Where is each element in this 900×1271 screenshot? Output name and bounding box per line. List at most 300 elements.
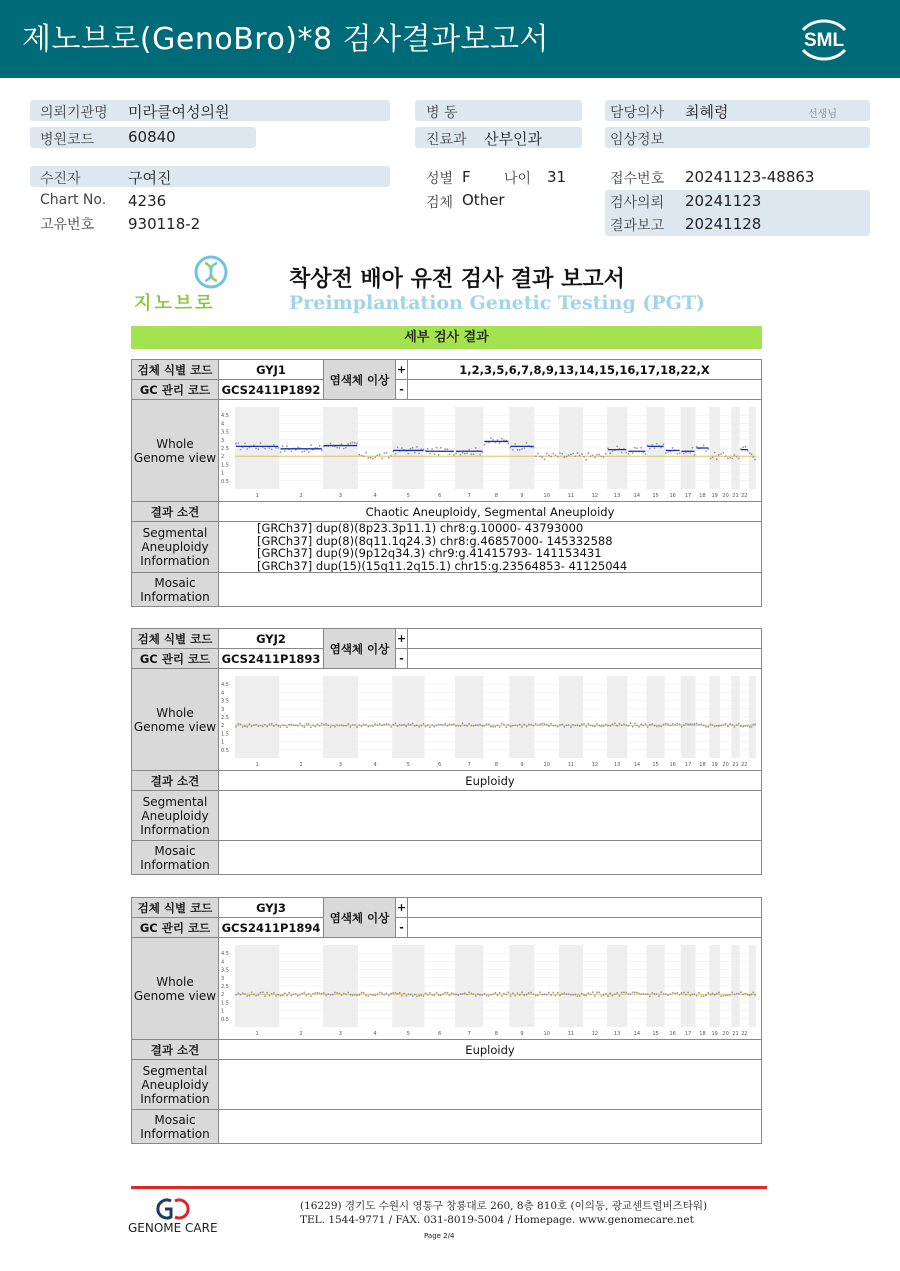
copy-number-point <box>722 724 724 726</box>
copy-number-point <box>654 447 656 449</box>
copy-number-point <box>418 994 420 996</box>
copy-number-point <box>468 722 470 724</box>
copy-number-point <box>689 451 691 453</box>
copy-number-point <box>372 725 374 727</box>
copy-number-point <box>587 452 589 454</box>
copy-number-point <box>720 724 722 726</box>
copy-number-point <box>347 443 349 445</box>
copy-number-point <box>555 724 557 726</box>
x-tick-label: 8 <box>494 1030 498 1037</box>
copy-number-point <box>669 993 671 995</box>
x-tick-label: 11 <box>567 761 575 768</box>
copy-number-point <box>249 723 251 725</box>
copy-number-point <box>501 437 503 439</box>
dept-label: 진료과 <box>426 132 467 148</box>
copy-number-point <box>749 726 751 728</box>
y-tick-label: 4.5 <box>221 412 229 419</box>
copy-number-point <box>665 452 667 454</box>
copy-number-point <box>552 452 554 454</box>
copy-number-point <box>528 723 530 725</box>
copy-number-point <box>501 995 503 997</box>
copy-number-point <box>552 724 554 726</box>
copy-number-point <box>519 994 521 996</box>
copy-number-point <box>720 453 722 455</box>
chromosome-band <box>646 945 664 1027</box>
copy-number-point <box>323 723 325 725</box>
copy-number-point <box>683 991 685 993</box>
copy-number-point <box>299 722 301 724</box>
copy-number-point <box>663 443 665 445</box>
whole-genome-view-label: Whole Genome view <box>132 938 219 1040</box>
copy-number-point <box>338 446 340 448</box>
copy-number-point <box>736 724 738 726</box>
copy-number-point <box>521 448 523 450</box>
gc-code-value: GCS2411P1893 <box>219 649 324 669</box>
x-tick-label: 20 <box>722 761 729 768</box>
copy-number-point <box>636 991 638 993</box>
copy-number-point <box>514 443 516 445</box>
plus-sign: + <box>396 898 408 918</box>
copy-number-point <box>658 725 660 727</box>
chromosome-band <box>749 676 756 758</box>
copy-number-point <box>612 723 614 725</box>
copy-number-point <box>383 452 385 454</box>
copy-number-point <box>718 991 720 993</box>
copy-number-point <box>590 993 592 995</box>
receipt-value: 20241123-48863 <box>685 168 815 186</box>
copy-number-point <box>583 722 585 724</box>
copy-number-point <box>698 991 700 993</box>
copy-number-point <box>703 724 705 726</box>
copy-number-point <box>679 993 681 995</box>
y-tick-label: 1 <box>221 1008 225 1015</box>
copy-number-point <box>490 993 492 995</box>
copy-number-point <box>572 452 574 454</box>
copy-number-point <box>603 725 605 727</box>
minus-sign: - <box>396 380 408 400</box>
copy-number-point <box>705 994 707 996</box>
x-tick-label: 17 <box>684 761 692 768</box>
copy-number-point <box>429 726 431 728</box>
request-value: 20241123 <box>685 192 762 210</box>
copy-number-point <box>412 722 414 724</box>
copy-number-point <box>555 994 557 996</box>
copy-number-point <box>377 724 379 726</box>
copy-number-point <box>621 451 623 453</box>
copy-number-point <box>679 723 681 725</box>
copy-number-point <box>288 723 290 725</box>
copy-number-point <box>596 991 598 993</box>
x-tick-label: 13 <box>613 492 621 499</box>
age-label: 나이 <box>504 171 532 187</box>
copy-number-point <box>397 725 399 727</box>
x-tick-label: 19 <box>711 761 718 768</box>
patient-name-value: 구여진 <box>128 169 172 187</box>
copy-number-point <box>747 993 749 995</box>
y-tick-label: 2.5 <box>221 714 229 721</box>
copy-number-point <box>720 995 722 997</box>
copy-number-point <box>625 724 627 726</box>
copy-number-point <box>275 723 277 725</box>
patient-name-row-bg <box>30 166 390 187</box>
copy-number-point <box>663 993 665 995</box>
copy-number-point <box>381 724 383 726</box>
copy-number-point <box>410 993 412 995</box>
copy-number-point <box>481 725 483 727</box>
copy-number-point <box>630 993 632 995</box>
copy-number-point <box>444 722 446 724</box>
copy-number-point <box>269 994 271 996</box>
copy-number-point <box>598 991 600 993</box>
copy-number-point <box>442 724 444 726</box>
y-tick-label: 1.5 <box>221 730 229 737</box>
whole-genome-view-label: Whole Genome view <box>132 400 219 502</box>
copy-number-point <box>590 455 592 457</box>
copy-number-point <box>638 992 640 994</box>
copy-number-point <box>651 444 653 446</box>
copy-number-point <box>343 447 345 449</box>
copy-number-point <box>235 725 237 727</box>
copy-number-point <box>636 724 638 726</box>
chromosome-band <box>607 945 628 1027</box>
copy-number-point <box>596 722 598 724</box>
copy-number-point <box>427 993 429 995</box>
copy-number-point <box>255 447 257 449</box>
copy-number-point <box>453 993 455 995</box>
copy-number-point <box>327 724 329 726</box>
copy-number-point <box>512 724 514 726</box>
copy-number-point <box>497 994 499 996</box>
copy-number-point <box>370 724 372 726</box>
plus-sign: + <box>396 629 408 649</box>
copy-number-point <box>594 995 596 997</box>
whole-genome-plot <box>219 670 762 770</box>
copy-number-point <box>438 994 440 996</box>
copy-number-point <box>479 453 481 455</box>
copy-number-point <box>577 724 579 726</box>
copy-number-point <box>598 724 600 726</box>
copy-number-point <box>321 449 323 451</box>
copy-number-point <box>623 991 625 993</box>
chromosome-band <box>392 676 424 758</box>
copy-number-point <box>587 992 589 994</box>
genobro-logo-icon <box>188 254 234 292</box>
copy-number-point <box>282 445 284 447</box>
copy-number-point <box>640 723 642 725</box>
copy-number-point <box>729 723 731 725</box>
copy-number-point <box>361 991 363 993</box>
copy-number-point <box>541 993 543 995</box>
copy-number-point <box>240 448 242 450</box>
mosaic-value <box>219 1110 762 1144</box>
copy-number-point <box>414 451 416 453</box>
copy-number-point <box>533 724 535 726</box>
copy-number-point <box>725 722 727 724</box>
copy-number-point <box>601 995 603 997</box>
copy-number-point <box>280 994 282 996</box>
chart-no-label: Chart No. <box>40 192 107 208</box>
copy-number-point <box>634 446 636 448</box>
copy-number-point <box>363 992 365 994</box>
copy-number-point <box>505 726 507 728</box>
copy-number-point <box>427 448 429 450</box>
doctor-suffix: 선생님 <box>808 109 837 120</box>
copy-number-point <box>354 441 356 443</box>
copy-number-point <box>740 991 742 993</box>
copy-number-point <box>277 993 279 995</box>
copy-number-point <box>343 724 345 726</box>
y-tick-label: 3.5 <box>221 429 229 436</box>
copy-number-point <box>628 452 630 454</box>
copy-number-point <box>634 991 636 993</box>
copy-number-point <box>660 991 662 993</box>
y-tick-label: 1.5 <box>221 461 229 468</box>
copy-number-point <box>316 991 318 993</box>
mosaic-label: Mosaic Information <box>132 1110 219 1144</box>
copy-number-point <box>605 452 607 454</box>
clinical-label: 임상정보 <box>610 132 665 148</box>
copy-number-point <box>386 992 388 994</box>
copy-number-point <box>691 993 693 995</box>
copy-number-point <box>440 994 442 996</box>
segmental-info <box>219 1060 762 1110</box>
copy-number-point <box>271 722 273 724</box>
chromosome-band <box>731 407 740 489</box>
copy-number-point <box>388 994 390 996</box>
copy-number-point <box>647 993 649 995</box>
copy-number-point <box>640 993 642 995</box>
y-tick-label: 3.5 <box>221 698 229 705</box>
copy-number-point <box>235 993 237 995</box>
copy-number-point <box>749 452 751 454</box>
copy-number-point <box>594 456 596 458</box>
copy-number-point <box>271 992 273 994</box>
x-tick-label: 7 <box>467 1030 471 1037</box>
copy-number-point <box>663 723 665 725</box>
copy-number-point <box>319 724 321 726</box>
mosaic-label: Mosaic Information <box>132 573 219 607</box>
copy-number-point <box>649 723 651 725</box>
y-tick-label: 2 <box>221 991 225 998</box>
copy-number-point <box>625 991 627 993</box>
copy-number-point <box>581 992 583 994</box>
copy-number-point <box>751 453 753 455</box>
y-tick-label: 1.5 <box>221 999 229 1006</box>
copy-number-point <box>429 991 431 993</box>
x-tick-label: 20 <box>722 1030 729 1037</box>
copy-number-point <box>507 442 509 444</box>
copy-number-point <box>745 725 747 727</box>
copy-number-point <box>264 723 266 725</box>
copy-number-point <box>338 724 340 726</box>
copy-number-point <box>457 724 459 726</box>
copy-number-point <box>383 723 385 725</box>
copy-number-point <box>440 446 442 448</box>
copy-number-point <box>514 724 516 726</box>
copy-number-point <box>310 444 312 446</box>
copy-number-point <box>260 442 262 444</box>
copy-number-point <box>327 993 329 995</box>
copy-number-point <box>381 992 383 994</box>
copy-number-point <box>438 453 440 455</box>
copy-number-point <box>727 725 729 727</box>
chromosome-band <box>235 945 279 1027</box>
copy-number-point <box>468 991 470 993</box>
copy-number-point <box>614 993 616 995</box>
x-tick-label: 4 <box>373 1030 377 1037</box>
gc-code-label: GC 관리 코드 <box>132 380 219 400</box>
copy-number-point <box>347 723 349 725</box>
copy-number-point <box>574 993 576 995</box>
copy-number-point <box>517 448 519 450</box>
chromosome-band <box>509 945 534 1027</box>
copy-number-point <box>249 994 251 996</box>
x-tick-label: 14 <box>633 761 641 768</box>
copy-number-point <box>325 722 327 724</box>
x-tick-label: 10 <box>543 1030 550 1037</box>
copy-number-point <box>301 992 303 994</box>
copy-number-point <box>618 722 620 724</box>
copy-number-point <box>295 993 297 995</box>
copy-number-point <box>636 447 638 449</box>
copy-number-point <box>546 723 548 725</box>
copy-number-point <box>544 458 546 460</box>
footer-address <box>300 1199 707 1227</box>
plus-sign: + <box>396 360 408 380</box>
copy-number-point <box>714 993 716 995</box>
copy-number-point <box>345 724 347 726</box>
copy-number-point <box>440 723 442 725</box>
copy-number-point <box>736 992 738 994</box>
copy-number-point <box>345 446 347 448</box>
x-tick-label: 22 <box>741 1030 748 1037</box>
copy-number-point <box>490 725 492 727</box>
copy-number-point <box>433 725 435 727</box>
x-tick-label: 21 <box>732 761 739 768</box>
copy-number-point <box>563 726 565 728</box>
copy-number-point <box>499 442 501 444</box>
copy-number-point <box>240 723 242 725</box>
copy-number-point <box>494 725 496 727</box>
copy-number-point <box>349 442 351 444</box>
copy-number-point <box>683 724 685 726</box>
copy-number-point <box>330 442 332 444</box>
copy-number-point <box>436 446 438 448</box>
copy-number-point <box>257 725 259 727</box>
copy-number-point <box>754 993 756 995</box>
copy-number-point <box>752 456 754 458</box>
copy-number-point <box>356 442 358 444</box>
copy-number-point <box>725 994 727 996</box>
copy-number-point <box>397 446 399 448</box>
copy-number-point <box>535 455 537 457</box>
copy-number-point <box>284 450 286 452</box>
copy-number-point <box>731 724 733 726</box>
copy-number-point <box>557 725 559 727</box>
receipt-label: 접수번호 <box>610 171 665 187</box>
copy-number-point <box>579 454 581 456</box>
abnormal-label: 염색체 이상 <box>324 898 396 938</box>
y-tick-label: 2.5 <box>221 445 229 452</box>
copy-number-point <box>548 991 550 993</box>
copy-number-point <box>651 992 653 994</box>
patient-id-value: 930118-2 <box>128 215 201 233</box>
copy-number-point <box>358 724 360 726</box>
copy-number-point <box>550 994 552 996</box>
genome-care-logo-text: GENOME CARE <box>128 1221 218 1235</box>
copy-number-point <box>416 446 418 448</box>
copy-number-point <box>336 446 338 448</box>
copy-number-point <box>694 453 696 455</box>
copy-number-point <box>451 723 453 725</box>
copy-number-point <box>672 447 674 449</box>
finding-value: Euploidy <box>219 1040 762 1060</box>
copy-number-point <box>607 724 609 726</box>
copy-number-point <box>725 455 727 457</box>
copy-number-point <box>550 722 552 724</box>
copy-number-point <box>703 444 705 446</box>
copy-number-point <box>453 454 455 456</box>
copy-number-point <box>244 725 246 727</box>
copy-number-point <box>601 725 603 727</box>
copy-number-point <box>674 723 676 725</box>
y-tick-label: 4.5 <box>221 950 229 957</box>
copy-number-point <box>290 723 292 725</box>
copy-number-point <box>462 722 464 724</box>
x-tick-label: 2 <box>299 1030 303 1037</box>
copy-number-point <box>669 724 671 726</box>
chromosome-band <box>749 407 756 489</box>
x-tick-label: 2 <box>299 492 303 499</box>
copy-number-point <box>237 722 239 724</box>
copy-number-point <box>618 994 620 996</box>
copy-number-point <box>370 993 372 995</box>
copy-number-point <box>418 725 420 727</box>
x-tick-label: 19 <box>711 492 718 499</box>
copy-number-point <box>727 457 729 459</box>
copy-number-point <box>544 723 546 725</box>
copy-number-point <box>237 442 239 444</box>
copy-number-point <box>460 993 462 995</box>
copy-number-point <box>297 446 299 448</box>
copy-number-point <box>466 452 468 454</box>
segmental-line: [GRCh37] dup(8)(8q11.1q24.3) chr8:g.46857000- 145332588 <box>257 533 613 548</box>
copy-number-point <box>288 991 290 993</box>
report-title: 제노브로(GenoBro)*8 검사결과보고서 <box>22 22 549 57</box>
x-tick-label: 11 <box>567 1030 575 1037</box>
copy-number-point <box>707 991 709 993</box>
chromosome-band <box>323 676 358 758</box>
x-tick-label: 7 <box>467 492 471 499</box>
copy-number-point <box>689 994 691 996</box>
copy-number-point <box>484 443 486 445</box>
copy-number-point <box>503 992 505 994</box>
copy-number-point <box>356 994 358 996</box>
copy-number-point <box>479 723 481 725</box>
copy-number-point <box>486 723 488 725</box>
copy-number-point <box>457 994 459 996</box>
copy-number-point <box>455 452 457 454</box>
copy-number-point <box>367 725 369 727</box>
copy-number-point <box>277 446 279 448</box>
copy-number-point <box>479 994 481 996</box>
copy-number-point <box>505 993 507 995</box>
copy-number-point <box>517 992 519 994</box>
chromosome-band <box>646 676 664 758</box>
y-tick-label: 0.5 <box>221 478 229 485</box>
copy-number-point <box>363 455 365 457</box>
x-tick-label: 1 <box>255 492 259 499</box>
